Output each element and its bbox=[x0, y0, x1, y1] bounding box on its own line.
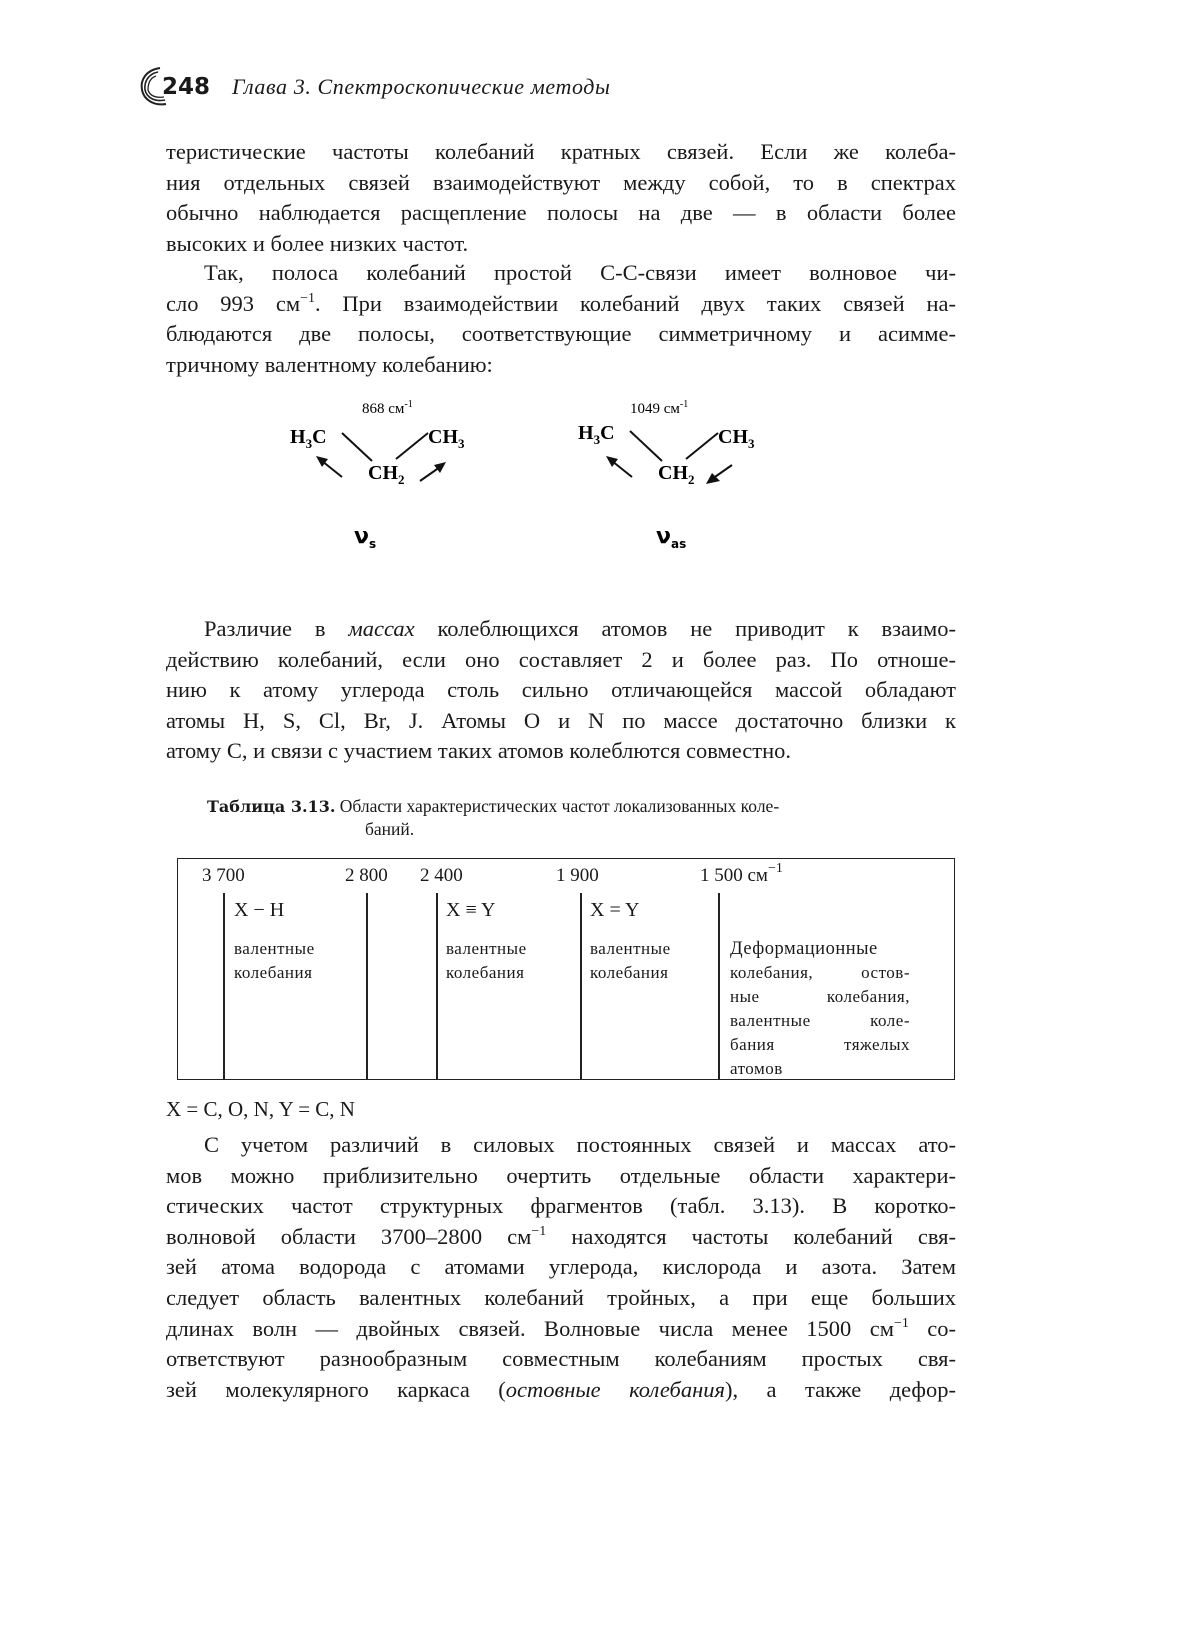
bond-line bbox=[342, 433, 372, 461]
text-line bbox=[166, 289, 956, 320]
column-title-xh: X − H bbox=[234, 899, 285, 921]
column-desc-double: валентные колебания bbox=[590, 939, 671, 982]
freq-label: 2 800 bbox=[345, 865, 388, 886]
arrow-line bbox=[420, 467, 440, 481]
sym-frequency: 868 $см^{-1}$ bbox=[362, 399, 413, 417]
column-divider bbox=[580, 893, 582, 1079]
page-number: 248 bbox=[162, 74, 211, 100]
freq-label: 1 500 $см^{-1}$ bbox=[700, 861, 783, 886]
column-divider bbox=[718, 893, 720, 1079]
text-line: мов можно приблизительно очертить отдельные области характери- bbox=[166, 1162, 956, 1188]
sym-right-group: $CH_3$ bbox=[428, 426, 465, 451]
bond-line bbox=[686, 433, 718, 459]
paragraph-4 bbox=[166, 1130, 956, 1405]
paragraph-2 bbox=[166, 258, 956, 380]
frequency-table bbox=[177, 858, 955, 1080]
superscript: −1 bbox=[300, 290, 315, 306]
arrow-line bbox=[612, 461, 632, 477]
frequency-scale bbox=[178, 859, 954, 893]
text-line: волновой области 3700–2800 $см^{-1}$ находятся частоты колебаний свя- bbox=[166, 1223, 956, 1249]
sym-left-group: $H_3C$ bbox=[290, 426, 327, 451]
sym-center-group: $CH_2$ bbox=[368, 462, 405, 487]
asym-frequency: 1049 $см^{-1}$ bbox=[630, 399, 689, 417]
text-line: зей молекулярного каркаса (остовные колебания), а также дефор- bbox=[166, 1376, 956, 1402]
arrow-head-icon bbox=[434, 462, 446, 473]
text-line: ния отдельных связей взаимодействуют между собой, то в спектрах bbox=[166, 169, 956, 195]
asym-right-group: $CH_3$ bbox=[718, 426, 755, 451]
arrow-line bbox=[322, 461, 342, 477]
text-line: С учетом различий в силовых постоянных связей и массах ато- bbox=[204, 1132, 956, 1157]
symmetric-vibration bbox=[290, 399, 465, 551]
text-line: атому C, и связи с участием таких атомов колеблются совместно. bbox=[166, 738, 791, 764]
vibration-diagram bbox=[280, 395, 840, 575]
freq-label: 1 900 bbox=[556, 865, 599, 886]
column-divider bbox=[436, 893, 438, 1079]
text-line: стических частот структурных фрагментов (табл. 3.13). В коротко- bbox=[166, 1193, 956, 1219]
text-line: тричному валентному колебанию: bbox=[166, 351, 493, 377]
asym-center-group: $CH_2$ bbox=[658, 462, 695, 487]
caption-text: Области характеристических частот локализованных коле- bbox=[339, 796, 780, 816]
page-header bbox=[138, 62, 611, 112]
text-fragment: колеблющихся атомов не приводит к взаимо- bbox=[414, 616, 957, 641]
column-desc-xh: валентные колебания bbox=[234, 939, 315, 982]
text-fragment: сло 993 см bbox=[166, 290, 301, 316]
text-line: действию колебаний, если оно составляет 2 и более раз. По отноше- bbox=[166, 646, 956, 672]
text-line: ответствуют разнообразным совместным колебаниям простых свя- bbox=[166, 1346, 956, 1372]
text-line: нию к атому углерода столь сильно отличающейся массой обладают bbox=[166, 677, 956, 703]
text-line: следует область валентных колебаний тройных, а при еще больших bbox=[166, 1284, 956, 1310]
text-line bbox=[166, 614, 956, 645]
column-divider bbox=[223, 893, 225, 1079]
text-fragment: . При взаимодействии колебаний двух таких связей на- bbox=[314, 290, 956, 316]
sym-label: $\nu_s$ bbox=[354, 524, 377, 551]
freq-label: 3 700 bbox=[202, 865, 245, 886]
column-title-double: X = Y bbox=[590, 899, 640, 921]
text-fragment: Различие в bbox=[204, 616, 349, 641]
table-footnote: X = C, O, N, Y = C, N bbox=[166, 1097, 355, 1121]
freq-label: 2 400 bbox=[420, 865, 463, 886]
text-line: зей атома водорода с атомами углерода, кислорода и азота. Затем bbox=[166, 1254, 956, 1280]
text-line: обычно наблюдается расщепление полосы на две — в области более bbox=[166, 200, 956, 226]
column-divider bbox=[366, 893, 368, 1079]
chapter-title: Глава 3. Спектроскопические методы bbox=[232, 74, 611, 99]
asym-left-group: $H_3C$ bbox=[578, 422, 615, 447]
paragraph-3 bbox=[166, 614, 956, 767]
asym-label: $\nu_{as}$ bbox=[656, 524, 687, 551]
caption-text-continued: баний. bbox=[365, 819, 415, 839]
emphasis: массах bbox=[348, 616, 415, 641]
bond-line bbox=[630, 431, 662, 461]
asymmetric-vibration bbox=[578, 399, 755, 551]
text-line: высоких и более низких частот. bbox=[166, 230, 469, 256]
text-line: теристические частоты колебаний кратных связей. Если же колеба- bbox=[166, 139, 956, 164]
bond-line bbox=[396, 433, 428, 459]
paragraph-1 bbox=[166, 137, 956, 259]
column-title-triple: X ≡ Y bbox=[446, 899, 496, 921]
text-line: блюдаются две полосы, соответствующие симметричному и асимме- bbox=[166, 321, 956, 347]
text-line: атомы H, S, Cl, Br, J. Атомы O и N по массе достаточно близки к bbox=[166, 707, 956, 733]
page-number-swirl-icon bbox=[138, 64, 178, 110]
table-label: Таблица 3.13. bbox=[207, 797, 336, 816]
table-caption bbox=[207, 795, 957, 840]
column-desc-triple: валентные колебания bbox=[446, 939, 527, 982]
column-desc-deformation: Деформационные колебания, остов- ные колебания, валентные коле- бания тяжелых атомов bbox=[730, 939, 910, 1078]
text-line: длинах волн — двойных связей. Волновые числа менее 1500 $см^{-1}$ со- bbox=[166, 1315, 956, 1341]
text-line: Так, полоса колебаний простой С-С-связи имеет волновое чи- bbox=[204, 260, 956, 285]
